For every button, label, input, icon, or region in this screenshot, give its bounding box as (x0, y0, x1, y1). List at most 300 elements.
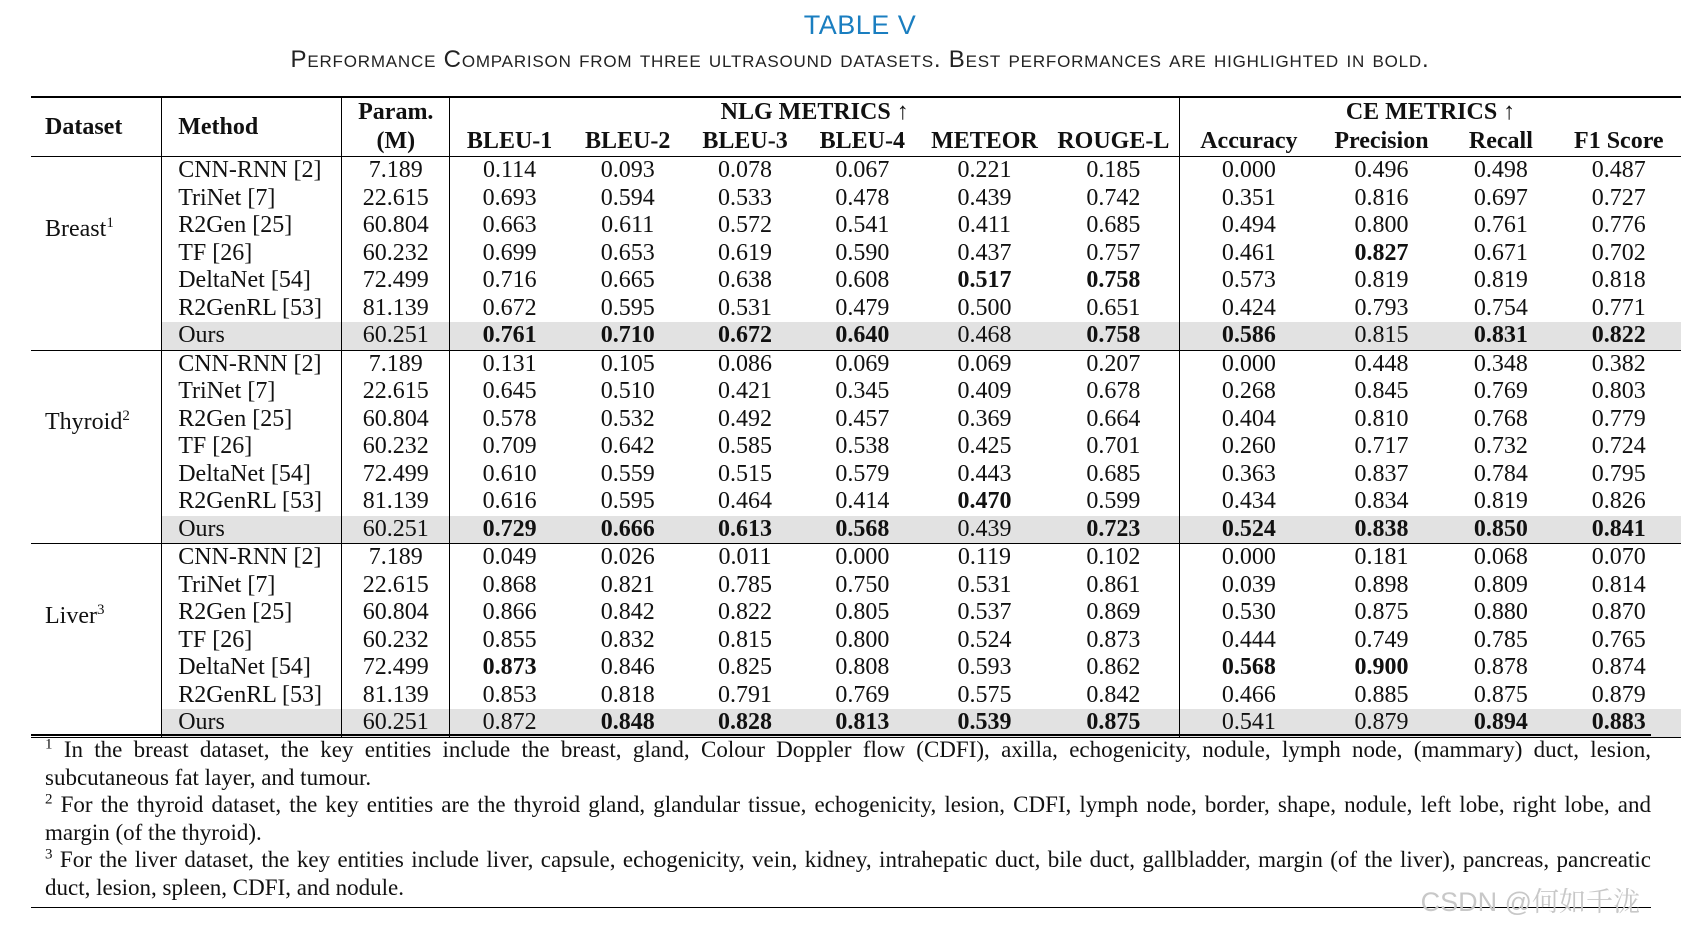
metric-cell: 0.870 (1591, 599, 1646, 625)
metric-cell: 0.841 (1557, 516, 1681, 544)
metric-cell: 0.221 (957, 157, 1012, 183)
method-cell: R2GenRL [53] (162, 682, 342, 710)
metric-cell: 0.640 (803, 322, 921, 350)
metric-cell: 0.595 (600, 488, 655, 514)
table-row (31, 322, 1681, 350)
metric-cell: 0.599 (1048, 488, 1180, 516)
metric-cell: 0.861 (1048, 572, 1180, 600)
method-cell: R2GenRL [53] (162, 488, 342, 516)
metric-cell: 0.809 (1473, 571, 1528, 598)
metric-cell: 0.819 (1354, 267, 1409, 293)
table-row (31, 654, 1681, 682)
metric-cell: 0.067 (835, 157, 890, 183)
metric-cell: 0.369 (957, 405, 1012, 432)
metric-cell: 0.078 (718, 157, 773, 183)
metric-cell: 0.466 (1221, 681, 1276, 708)
header-method: Method (162, 97, 342, 157)
metric-cell: 0.119 (957, 544, 1012, 570)
table-row (31, 433, 1681, 461)
method-cell: CNN-RNN [2] (162, 157, 342, 185)
metric-cell: 0.039 (1221, 571, 1276, 598)
dataset-name: Liver (45, 602, 97, 629)
metric-cell: 0.616 (482, 488, 537, 514)
metric-cell: 0.443 (957, 460, 1012, 487)
param-cell: 60.232 (342, 627, 450, 655)
param-cell: 22.615 (342, 185, 450, 213)
metric-cell: 0.723 (1048, 516, 1180, 544)
bottom-rule (31, 907, 1651, 908)
header-param-line2: (M) (342, 127, 450, 157)
method-cell: CNN-RNN [2] (162, 544, 342, 572)
metric-cell: 0.011 (718, 544, 772, 570)
metric-cell: 0.593 (957, 654, 1012, 680)
metric-cell: 0.685 (1048, 461, 1180, 489)
table-header (31, 97, 1681, 157)
metric-cell: 0.678 (1048, 378, 1180, 406)
metric-cell: 0.498 (1473, 157, 1528, 183)
metric-cell: 0.351 (1221, 184, 1276, 211)
metric-cell: 0.685 (1048, 212, 1180, 240)
metric-cell: 0.768 (1473, 405, 1528, 432)
method-cell: R2GenRL [53] (162, 295, 342, 323)
metric-cell: 0.070 (1591, 544, 1646, 570)
header-param-line1: Param. (342, 97, 450, 127)
metric-cell: 0.664 (1048, 406, 1180, 434)
metric-cell: 0.468 (921, 322, 1047, 350)
table-row (31, 516, 1681, 544)
dataset-name: Thyroid (45, 409, 123, 435)
metric-cell: 0.568 (1221, 654, 1276, 680)
metric-cell: 0.672 (482, 294, 537, 321)
metric-cell: 0.724 (1591, 433, 1646, 459)
metric-cell: 0.000 (1221, 350, 1276, 377)
metric-cell: 0.653 (600, 239, 655, 266)
metric-cell: 0.510 (600, 378, 655, 404)
method-cell: DeltaNet [54] (162, 461, 342, 489)
footnote-3 (31, 846, 1651, 901)
metric-cell: 0.872 (450, 709, 569, 737)
metric-cell: 0.749 (1354, 626, 1409, 653)
header-metric-meteor: METEOR (921, 127, 1047, 157)
metric-cell: 0.538 (835, 433, 890, 459)
metric-cell: 0.069 (957, 350, 1012, 377)
metric-cell: 0.524 (957, 626, 1012, 653)
metric-cell: 0.757 (1048, 240, 1180, 268)
metric-cell: 0.260 (1221, 433, 1276, 459)
metric-cell: 0.595 (600, 294, 655, 321)
metric-cell: 0.131 (482, 350, 537, 377)
metric-cell: 0.818 (600, 681, 655, 708)
metric-cell: 0.000 (1221, 157, 1276, 183)
metric-cell: 0.769 (1473, 378, 1528, 404)
metric-cell: 0.866 (482, 599, 537, 625)
metric-cell: 0.814 (1591, 571, 1646, 598)
metric-cell: 0.868 (482, 571, 537, 598)
metric-cell: 0.819 (1473, 488, 1528, 514)
metric-cell: 0.828 (687, 709, 804, 737)
param-cell: 22.615 (342, 378, 450, 406)
metric-cell: 0.613 (687, 516, 804, 544)
metric-cell: 0.709 (482, 433, 537, 459)
table-body (31, 157, 1681, 738)
watermark: CSDN @何如千泷 (1420, 887, 1640, 917)
metric-cell: 0.879 (1318, 709, 1445, 737)
metric-cell: 0.671 (1473, 239, 1528, 266)
metric-cell: 0.800 (1354, 212, 1409, 238)
metric-cell: 0.800 (835, 626, 890, 653)
metric-cell: 0.578 (482, 405, 537, 432)
header-metric-f1-score: F1 Score (1557, 127, 1681, 157)
method-cell: TF [26] (162, 240, 342, 268)
metric-cell: 0.479 (835, 294, 890, 321)
metric-cell: 0.785 (718, 571, 773, 598)
method-cell: Ours (162, 322, 342, 350)
metric-cell: 0.382 (1591, 350, 1646, 377)
footnote-marker: 2 (122, 408, 130, 424)
metric-cell: 0.771 (1591, 294, 1646, 321)
metric-cell: 0.000 (835, 544, 890, 570)
metric-cell: 0.530 (1221, 599, 1276, 625)
method-cell: Ours (162, 709, 342, 737)
metric-cell: 0.049 (482, 544, 537, 570)
dataset-cell (31, 544, 162, 738)
results-table (31, 96, 1681, 738)
metric-cell: 0.815 (718, 626, 773, 653)
metric-cell: 0.791 (718, 681, 773, 708)
header-metric-accuracy: Accuracy (1180, 127, 1318, 157)
table-row (31, 157, 1681, 185)
metric-cell: 0.533 (718, 184, 773, 211)
metric-cell: 0.531 (718, 294, 773, 321)
metric-cell: 0.848 (569, 709, 687, 737)
metric-cell: 0.470 (957, 488, 1012, 514)
metric-cell: 0.873 (482, 654, 537, 680)
method-cell: DeltaNet [54] (162, 267, 342, 295)
footnote-mark: 1 (45, 736, 53, 753)
table-caption: Performance Comparison from three ultrasound datasets. Best performances are highlighted in bold. (290, 46, 1430, 73)
metric-cell: 0.803 (1591, 378, 1646, 404)
metric-cell: 0.026 (600, 544, 655, 570)
table-row (31, 240, 1681, 268)
metric-cell: 0.665 (600, 267, 655, 293)
param-cell: 72.499 (342, 461, 450, 489)
metric-cell: 0.102 (1048, 544, 1180, 572)
metric-cell: 0.697 (1473, 184, 1528, 211)
metric-cell: 0.414 (835, 488, 890, 514)
metric-cell: 0.716 (482, 267, 537, 293)
footnote-marker: 1 (106, 214, 114, 231)
footnote-text: For the thyroid dataset, the key entities are the thyroid gland, glandular tissue, echogenicity, lesion, CDFI, lymph node, border, shape, nodule, left lobe, right lobe, and margin (of the thyroid). (45, 792, 1652, 845)
metric-cell: 0.663 (482, 212, 537, 238)
metric-cell: 0.645 (482, 378, 537, 404)
header-nlg-group: NLG METRICS ↑ (450, 97, 1180, 127)
metric-cell: 0.874 (1591, 654, 1646, 680)
method-cell: DeltaNet [54] (162, 654, 342, 682)
metric-cell: 0.268 (1221, 378, 1276, 404)
header-ce-group: CE METRICS ↑ (1345, 99, 1516, 125)
metric-cell: 0.437 (957, 239, 1012, 266)
metric-cell: 0.585 (718, 433, 773, 459)
table-row (31, 295, 1681, 323)
metric-cell: 0.827 (1354, 239, 1409, 266)
header-metric-bleu-1: BLEU-1 (450, 127, 569, 157)
header-dataset: Dataset (31, 97, 162, 157)
table-row (31, 350, 1681, 378)
metric-cell: 0.411 (957, 212, 1012, 238)
metric-cell: 0.114 (483, 157, 537, 183)
metric-cell: 0.761 (1473, 212, 1528, 238)
dataset-cell (31, 350, 162, 544)
metric-cell: 0.478 (835, 184, 890, 211)
footnote-text: In the breast dataset, the key entities include the breast, gland, Colour Doppler flow (CDFI), axilla, echogenicity, nodule, lymph node, (mammary) duct, lesion, subcutaneous fat layer, and tumour. (45, 737, 1651, 790)
metric-cell: 0.464 (718, 488, 773, 514)
table-row (31, 627, 1681, 655)
metric-cell: 0.701 (1048, 433, 1180, 461)
metric-cell: 0.439 (921, 516, 1047, 544)
metric-cell: 0.487 (1591, 157, 1646, 183)
table-row (31, 461, 1681, 489)
metric-cell: 0.885 (1354, 681, 1409, 708)
param-cell: 7.189 (342, 544, 450, 572)
param-cell: 72.499 (342, 654, 450, 682)
param-cell: 72.499 (342, 267, 450, 295)
param-cell: 60.804 (342, 406, 450, 434)
metric-cell: 0.611 (601, 212, 655, 238)
metric-cell: 0.810 (1354, 405, 1409, 432)
metric-cell: 0.831 (1445, 322, 1556, 350)
table-row (31, 212, 1681, 240)
metric-cell: 0.181 (1354, 544, 1409, 570)
footnote-2 (31, 791, 1651, 846)
param-cell: 22.615 (342, 572, 450, 600)
metric-cell: 0.492 (718, 405, 773, 432)
header-metric-rouge-l: ROUGE-L (1048, 127, 1180, 157)
header-metric-bleu-3: BLEU-3 (687, 127, 804, 157)
metric-cell: 0.862 (1048, 654, 1180, 682)
metric-cell: 0.815 (1318, 322, 1445, 350)
metric-cell: 0.729 (450, 516, 569, 544)
table-row (31, 488, 1681, 516)
metric-cell: 0.853 (482, 681, 537, 708)
metric-cell: 0.842 (1048, 682, 1180, 710)
metric-cell: 0.579 (835, 460, 890, 487)
metric-cell: 0.784 (1473, 460, 1528, 487)
metric-cell: 0.898 (1354, 571, 1409, 598)
metric-cell: 0.710 (569, 322, 687, 350)
metric-cell: 0.363 (1221, 460, 1276, 487)
table-row (31, 544, 1681, 572)
method-cell: TF [26] (162, 627, 342, 655)
metric-cell: 0.424 (1221, 294, 1276, 321)
metric-cell: 0.894 (1445, 709, 1556, 737)
metric-cell: 0.793 (1354, 294, 1409, 321)
metric-cell: 0.500 (957, 294, 1012, 321)
method-cell: TriNet [7] (162, 572, 342, 600)
footnotes (31, 734, 1651, 901)
table-row (31, 406, 1681, 434)
metric-cell: 0.672 (687, 322, 804, 350)
metric-cell: 0.638 (718, 267, 773, 293)
metric-cell: 0.795 (1591, 460, 1646, 487)
metric-cell: 0.575 (957, 681, 1012, 708)
metric-cell: 0.590 (835, 239, 890, 266)
metric-cell: 0.878 (1473, 654, 1528, 680)
metric-cell: 0.425 (957, 433, 1012, 459)
metric-cell: 0.842 (600, 599, 655, 625)
param-cell: 81.139 (342, 488, 450, 516)
metric-cell: 0.524 (1180, 516, 1318, 544)
metric-cell: 0.825 (718, 654, 773, 680)
metric-cell: 0.348 (1473, 350, 1528, 377)
metric-cell: 0.093 (600, 157, 655, 183)
metric-cell: 0.727 (1591, 184, 1646, 211)
header-metric-recall: Recall (1445, 127, 1556, 157)
metric-cell: 0.619 (718, 239, 773, 266)
metric-cell: 0.869 (1048, 599, 1180, 627)
metric-cell: 0.531 (957, 571, 1012, 598)
metric-cell: 0.541 (1180, 709, 1318, 737)
metric-cell: 0.086 (718, 350, 773, 377)
param-cell: 7.189 (342, 157, 450, 185)
metric-cell: 0.461 (1221, 239, 1276, 266)
metric-cell: 0.832 (600, 626, 655, 653)
metric-cell: 0.185 (1048, 157, 1180, 185)
table-row (31, 267, 1681, 295)
metric-cell: 0.559 (600, 460, 655, 487)
metric-cell: 0.875 (1354, 599, 1409, 625)
metric-cell: 0.785 (1473, 626, 1528, 653)
metric-cell: 0.769 (835, 681, 890, 708)
table-row (31, 378, 1681, 406)
metric-cell: 0.541 (835, 212, 890, 238)
metric-cell: 0.515 (718, 460, 773, 487)
metric-cell: 0.765 (1591, 626, 1646, 653)
footnote-marker: 3 (96, 601, 105, 618)
metric-cell: 0.834 (1354, 488, 1409, 514)
footnote-text: For the liver dataset, the key entities include liver, capsule, echogenicity, vein, kidney, intrahepatic duct, bile duct, gallbladder, margin (of the liver), pancreas, pancreatic duct, lesion, spleen, CDFI, and nodule. (45, 847, 1651, 900)
metric-cell: 0.900 (1354, 654, 1409, 680)
footnote-1 (31, 736, 1651, 791)
metric-cell: 0.642 (600, 433, 655, 459)
metric-cell: 0.779 (1591, 405, 1646, 432)
metric-cell: 0.404 (1221, 405, 1276, 432)
metric-cell: 0.805 (835, 599, 890, 625)
metric-cell: 0.608 (835, 267, 890, 293)
dataset-cell (31, 157, 162, 351)
metric-cell: 0.837 (1354, 460, 1409, 487)
metric-cell: 0.444 (1221, 626, 1276, 653)
metric-cell: 0.207 (1048, 350, 1180, 378)
metric-cell: 0.586 (1180, 322, 1318, 350)
method-cell: Ours (162, 516, 342, 544)
metric-cell: 0.717 (1354, 433, 1409, 459)
metric-cell: 0.068 (1473, 544, 1528, 570)
metric-cell: 0.750 (835, 571, 890, 598)
metric-cell: 0.822 (718, 599, 773, 625)
metric-cell: 0.496 (1354, 157, 1409, 183)
table-row (31, 709, 1681, 737)
method-cell: TriNet [7] (162, 378, 342, 406)
param-cell: 60.804 (342, 599, 450, 627)
param-cell: 60.232 (342, 433, 450, 461)
param-cell: 81.139 (342, 295, 450, 323)
method-cell: TF [26] (162, 433, 342, 461)
footnote-mark: 2 (45, 791, 53, 808)
metric-cell: 0.568 (803, 516, 921, 544)
metric-cell: 0.826 (1591, 488, 1646, 514)
param-cell: 60.232 (342, 240, 450, 268)
metric-cell: 0.761 (450, 322, 569, 350)
metric-cell: 0.409 (957, 378, 1012, 404)
metric-cell: 0.666 (569, 516, 687, 544)
metric-cell: 0.822 (1557, 322, 1681, 350)
metric-cell: 0.883 (1557, 709, 1681, 737)
metric-cell: 0.610 (482, 460, 537, 487)
metric-cell: 0.838 (1318, 516, 1445, 544)
method-cell: R2Gen [25] (162, 406, 342, 434)
metric-cell: 0.742 (1048, 185, 1180, 213)
metric-cell: 0.457 (835, 405, 890, 432)
metric-cell: 0.699 (482, 239, 537, 266)
header-metric-bleu-2: BLEU-2 (569, 127, 687, 157)
table-row (31, 599, 1681, 627)
metric-cell: 0.105 (600, 350, 655, 377)
metric-cell: 0.532 (600, 405, 655, 432)
method-cell: R2Gen [25] (162, 212, 342, 240)
metric-cell: 0.875 (1048, 709, 1180, 737)
param-cell: 7.189 (342, 350, 450, 378)
param-cell: 60.251 (342, 516, 450, 544)
table-row (31, 185, 1681, 213)
metric-cell: 0.517 (957, 267, 1012, 293)
metric-cell: 0.345 (835, 378, 890, 404)
footnote-mark: 3 (45, 846, 53, 863)
param-cell: 60.251 (342, 322, 450, 350)
metric-cell: 0.000 (1221, 544, 1276, 570)
header-metric-bleu-4: BLEU-4 (803, 127, 921, 157)
metric-cell: 0.818 (1591, 267, 1646, 293)
metric-cell: 0.879 (1591, 681, 1646, 708)
metric-cell: 0.758 (1048, 322, 1180, 350)
metric-cell: 0.875 (1473, 681, 1528, 708)
param-cell: 60.251 (342, 709, 450, 737)
metric-cell: 0.448 (1354, 350, 1409, 377)
metric-cell: 0.880 (1473, 599, 1528, 625)
metric-cell: 0.758 (1048, 267, 1180, 295)
metric-cell: 0.539 (921, 709, 1047, 737)
results-table-wrapper (31, 96, 1681, 738)
metric-cell: 0.434 (1221, 488, 1276, 514)
param-cell: 81.139 (342, 682, 450, 710)
table-row (31, 572, 1681, 600)
metric-cell: 0.813 (803, 709, 921, 737)
metric-cell: 0.537 (957, 599, 1012, 625)
method-cell: R2Gen [25] (162, 599, 342, 627)
metric-cell: 0.573 (1221, 267, 1276, 293)
metric-cell: 0.693 (482, 184, 537, 211)
dataset-name: Breast (45, 215, 107, 242)
metric-cell: 0.808 (835, 654, 890, 680)
metric-cell: 0.846 (600, 654, 655, 680)
metric-cell: 0.702 (1591, 239, 1646, 266)
table-row (31, 682, 1681, 710)
metric-cell: 0.069 (835, 350, 890, 377)
metric-cell: 0.819 (1473, 267, 1528, 293)
method-cell: CNN-RNN [2] (162, 350, 342, 378)
metric-cell: 0.873 (1048, 627, 1180, 655)
param-cell: 60.804 (342, 212, 450, 240)
metric-cell: 0.776 (1591, 212, 1646, 238)
